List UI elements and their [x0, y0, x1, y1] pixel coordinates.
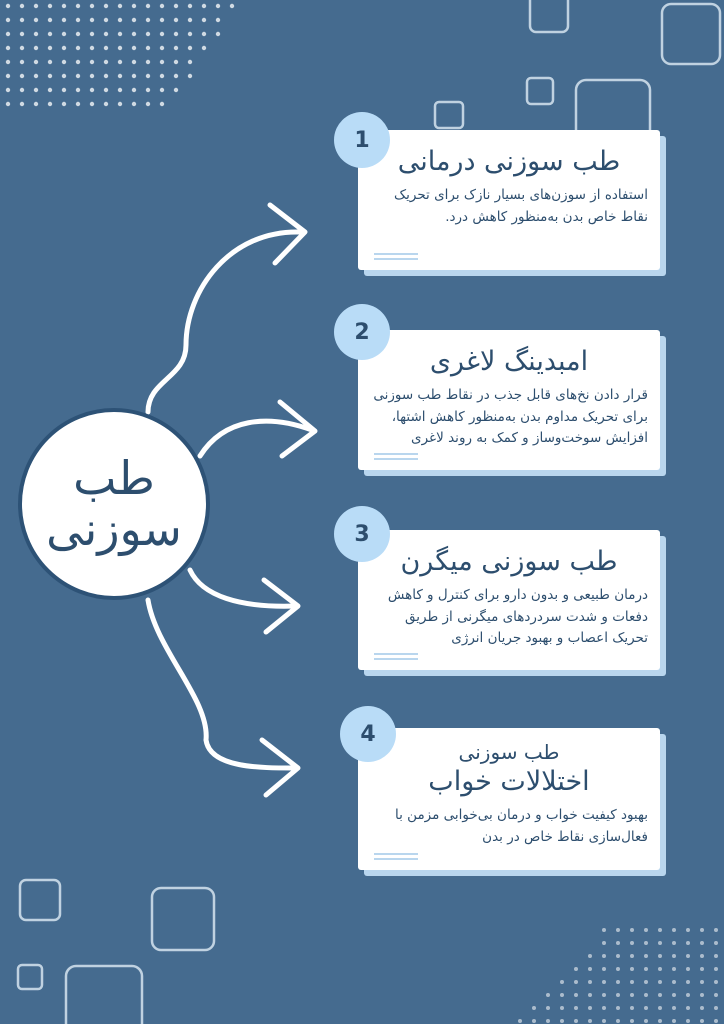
card-3-title: طب سوزنی میگرن	[400, 546, 618, 577]
card-1	[358, 130, 660, 270]
outline-square	[530, 0, 568, 32]
card-1-body: استفاده از سوزن‌های بسیار نازک برای تحریک نقاط خاص بدن به‌منظور کاهش درد.	[394, 187, 648, 225]
outline-square	[66, 966, 142, 1024]
outline-square	[20, 880, 60, 920]
badge-4: 4	[340, 706, 396, 762]
card-decoration-lines	[374, 653, 418, 662]
center-title-circle	[18, 408, 210, 600]
card-4-body: بهبود کیفیت خواب و درمان بی‌خوابی مزمن با فعال‌سازی نقاط خاص در بدن	[395, 807, 648, 845]
badge-2: 2	[334, 304, 390, 360]
card-2-body: قرار دادن نخ‌های قابل جذب در نقاط طب سوزنی برای تحریک مداوم بدن به‌منظور کاهش اشتها، افزایش سوخت‌وساز و کمک به روند لاغری	[373, 387, 648, 447]
outline-square	[662, 4, 720, 64]
card-decoration-lines	[374, 253, 418, 262]
center-title-line2: سوزنی	[46, 502, 182, 556]
card-decoration-lines	[374, 853, 418, 862]
badge-3: 3	[334, 506, 390, 562]
card-3	[358, 530, 660, 670]
center-title-line1: طب	[73, 451, 155, 506]
outline-square	[527, 78, 553, 104]
card-2	[358, 330, 660, 470]
dot-pattern-bottom-right	[518, 928, 718, 1023]
card-decoration-lines	[374, 453, 418, 462]
card-1-title: طب سوزنی درمانی	[397, 146, 621, 177]
card-4-title: اختلالات خواب	[428, 766, 590, 797]
card-4-subtitle: طب سوزنی	[458, 740, 560, 764]
outline-square	[18, 965, 42, 989]
outline-square	[152, 888, 214, 950]
card-4	[358, 728, 660, 870]
dot-pattern-top-left	[6, 4, 234, 106]
badge-1: 1	[334, 112, 390, 168]
card-2-title: امبدینگ لاغری	[429, 346, 589, 377]
outline-square	[435, 102, 463, 128]
card-3-body: درمان طبیعی و بدون دارو برای کنترل و کاهش دفعات و شدت سردردهای میگرنی از طریق تحریک اعصاب و بهبود جریان انرژی	[387, 587, 648, 647]
